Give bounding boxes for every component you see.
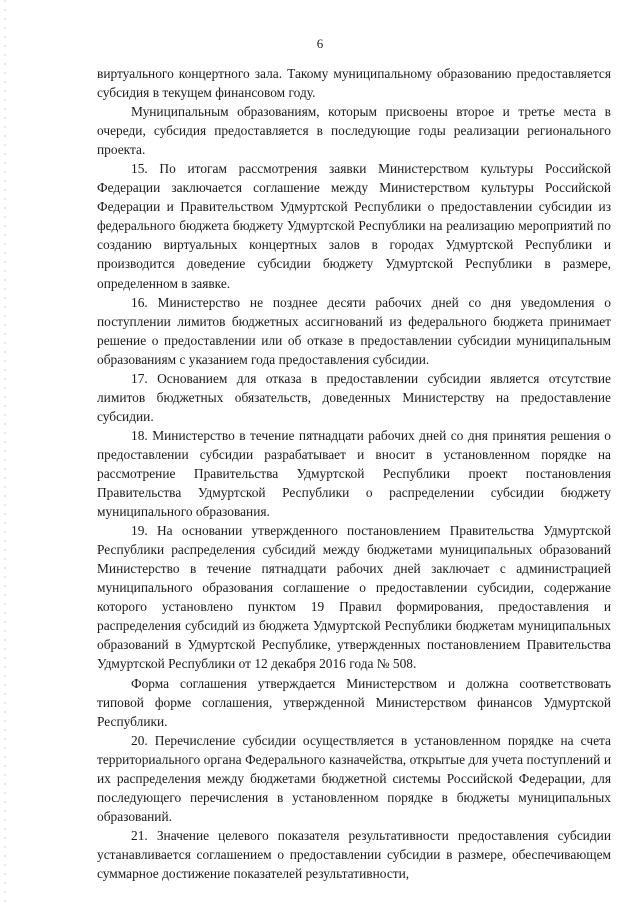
paragraph-17: 17. Основанием для отказа в предоставлении субсидии является отсутствие лимитов бюджетных обязательств, доведенных Министерству на предоставление субсидии. xyxy=(97,370,611,424)
paragraph-19-agreement-form: Форма соглашения утверждается Министерством и должна соответствовать типовой форме соглашения, утвержденной Министерством финансов Удмуртской Республики. xyxy=(97,675,611,729)
paragraph-16: 16. Министерство не позднее десяти рабочих дней со дня уведомления о поступлении лимитов бюджетных ассигнований из федерального бюджета принимает решение о предоставлении или об отказе в предоставлении субсидии муниципальным образованиям с указанием года предоставления субсидии. xyxy=(97,294,611,367)
paragraph-continuation: виртуального концертного зала. Такому муниципальному образованию предоставляется субсидия в текущем финансовом году. xyxy=(97,66,611,101)
paragraph-queue-places: Муниципальным образованиям, которым присвоены второе и третье места в очереди, субсидия предоставляется в последующие годы реализации регионального проекта. xyxy=(97,104,611,158)
paragraph-21: 21. Значение целевого показателя результативности предоставления субсидии устанавливается соглашением о предоставлении субсидии в размере, обеспечивающем суммарное достижение показателей результативности, xyxy=(97,827,611,881)
paragraph-18: 18. Министерство в течение пятнадцати рабочих дней со дня принятия решения о предоставлении субсидии разрабатывает и вносит в установленном порядке на рассмотрение Правительства Удмуртской Республики проект постановления Правительства Удмуртской Республики о распределении субсидии бюджету муниципального образования. xyxy=(97,427,611,520)
scan-edge-artifact xyxy=(4,0,6,905)
page-number: 6 xyxy=(316,36,324,51)
document-body xyxy=(97,64,611,883)
paragraph-19: 19. На основании утвержденного постановлением Правительства Удмуртской Республики распределения субсидий между бюджетами муниципальных образований Министерство в течение пятнадцати рабочих дней заключает с администрацией муниципального образования соглашение о предоставлении субсидии, содержание которого установлено пунктом 19 Правил формирования, предоставления и распределения субсидий из бюджета Удмуртской Республики бюджетам муниципальных образований в Удмуртской Республике, утвержденных постановлением Правительства Удмуртской Республики от 12 декабря 2016 года № 508. xyxy=(97,523,611,672)
paragraph-15: 15. По итогам рассмотрения заявки Министерством культуры Российской Федерации заключается соглашение между Министерством культуры Российской Федерации и Правительством Удмуртской Республики о предоставлении субсидии из федерального бюджета бюджету Удмуртской Республики на реализацию мероприятий по созданию виртуальных концертных залов в городах Удмуртской Республики и производится доведение субсидии бюджету Удмуртской Республики в размере, определенном в заявке. xyxy=(97,161,611,291)
paragraph-20: 20. Перечисление субсидии осуществляется в установленном порядке на счета территориального органа Федерального казначейства, открытые для учета поступлений и их распределения между бюджетами бюджетной системы Российской Федерации, для последующего перечисления в установленном порядке в бюджеты муниципальных образований. xyxy=(97,732,611,824)
